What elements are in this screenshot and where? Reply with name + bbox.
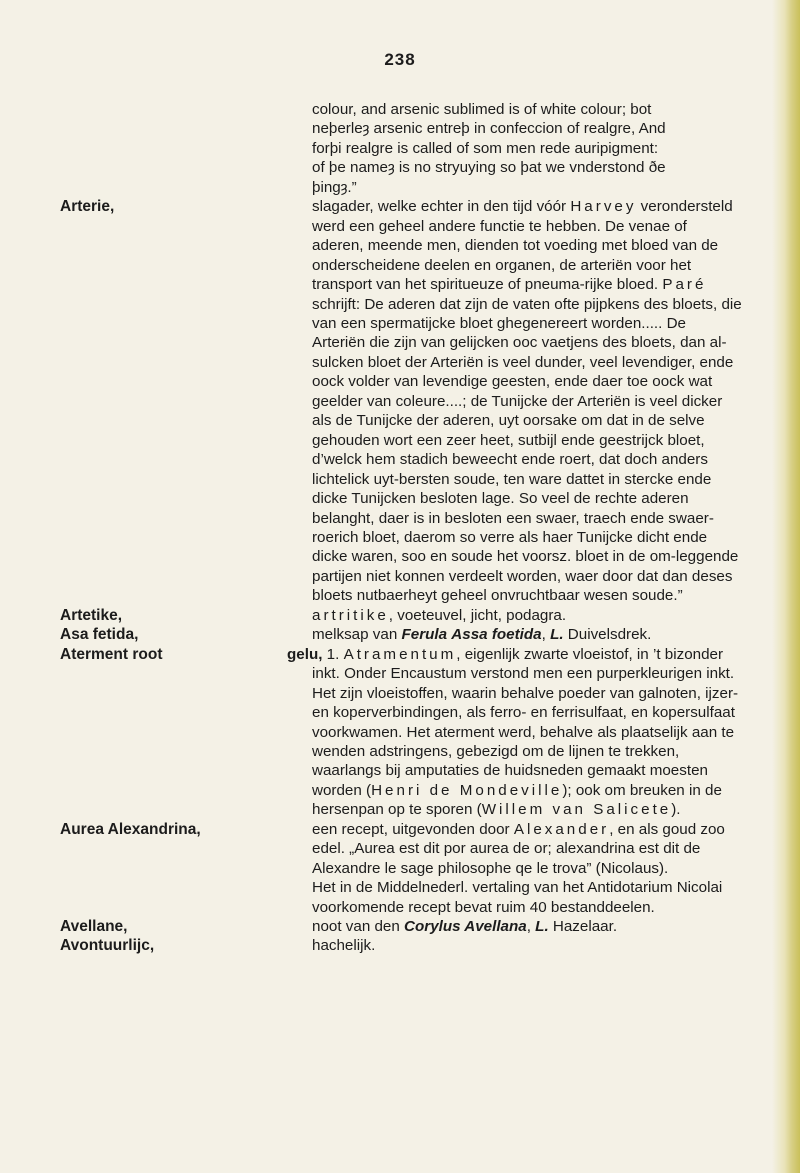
entry-headword: Avontuurlijc,	[60, 937, 155, 955]
quote-continuation: colour, and arsenic sublimed is of white colour; bot neþerleȝ arsenic entreþ in confeccion of realgre, And forþi realgre is called of som men rede auripigment: of þe nameȝ is no stryuying so þat we vnderstond ðe þingȝ.”	[312, 101, 666, 196]
entry-aurea-alexandrina	[0, 820, 780, 917]
entry-definition: hachelijk.	[312, 937, 376, 955]
dictionary-text	[0, 100, 780, 956]
entry-artetike	[0, 606, 780, 625]
entry-definition: slagader, welke echter in den tijd vóór Harvey verondersteld werd een geheel andere functie te hebben. De venae of aderen, meende men, dienden tot voeding met bloed van de onderscheidene deelen en organen, de arteriën voor het transport van het spiritueuze of pneuma-rijke bloed. Paré schrijft: De aderen dat zijn de vaten ofte pijpkens des bloets, die van een spermatijcke bloet ghegenereert worden..... De Arteriën die zijn van gelijcken ooc vaetjens des bloets, dan al-sulcken bloet der Arteriën is veel dunder, veel levendiger, ende oock volder van levendige geesten, ende daer toe oock wat geelder van coleure....; de Tunijcke der Arteriën is veel dicker als de Tunijcke der aderen, uyt oorsake om dat in de selve gehouden wort een zeer heet, sutbijl ende geestrijck bloet, d’welck hem stadich beweecht ende roert, dat doch anders lichtelick uyt-bersten soude, ten ware dattet in stercke ende dicke Tunijcken besloten lage. So veel de rechte aderen belanght, daer is in besloten een swaer, traech ende swaer-roerich bloet, daerom so verre als haer Tunijcke dicht ende dicke waren, soo en soude het voorsz. bloet in de om-leggende partijen niet konnen verdeelt worden, waer door dat dan deses bloets nutbaerheyt geheel onvruchtbaar wesen soude.”	[312, 198, 742, 605]
entry-avellane	[0, 917, 780, 936]
entry-arterie	[0, 197, 780, 606]
entry-headword: Aurea Alexandrina,	[60, 820, 201, 838]
page-number: 238	[384, 50, 416, 69]
entry-headword: Arterie,	[60, 198, 115, 216]
entry-headword: Asa fetida,	[60, 626, 139, 644]
entry-definition: noot van den Corylus Avellana, L. Hazelaar.	[312, 918, 618, 936]
entry-definition: artritike, voeteuvel, jicht, podagra.	[312, 606, 567, 624]
entry-definition: een recept, uitgevonden door Alexander, en als goud zoo edel. „Aurea est dit por aurea de or; alexandrina est dit de Alexandre le sage philosophe qe le trova” (Nicolaus).	[312, 820, 725, 877]
entry-definition: gelu, 1. Atramentum, eigenlijk zwarte vloeistof, in ’t bizonder inkt. Onder Encaustum verstond men een purperkleurigen inkt. Het zijn vloeistoffen, waarin behalve poeder van galnoten, ijzer- en koperverbindingen, als ferro- en ferrisulfaat, en kopersulfaat voorkwamen. Het aterment werd, behalve als plaatselijk aan te wenden adstringens, gebezigd om de lijnen te trekken, waarlangs bij amputaties de huidsneden gemaakt moesten worden (Henri de Mondeville); ook om breuken in de hersenpan op te sporen (Willem van Salicete).	[287, 645, 739, 819]
entry-definition-continued: Het in de Middelnederl. vertaling van het Antidotarium Nicolai voorkomende recept bevat ruim 40 bestanddeelen.	[312, 879, 723, 916]
entry-asa-fetida	[0, 625, 780, 644]
entry-headword: Avellane,	[60, 918, 128, 936]
entry-aterment-root-gelu	[0, 645, 780, 820]
entry-definition: melksap van Ferula Assa foetida, L. Duivelsdrek.	[312, 626, 652, 644]
entry-headword: Aterment root	[60, 645, 163, 663]
entry-headword: Artetike,	[60, 606, 123, 624]
entry-avontuurlijc	[0, 936, 780, 955]
